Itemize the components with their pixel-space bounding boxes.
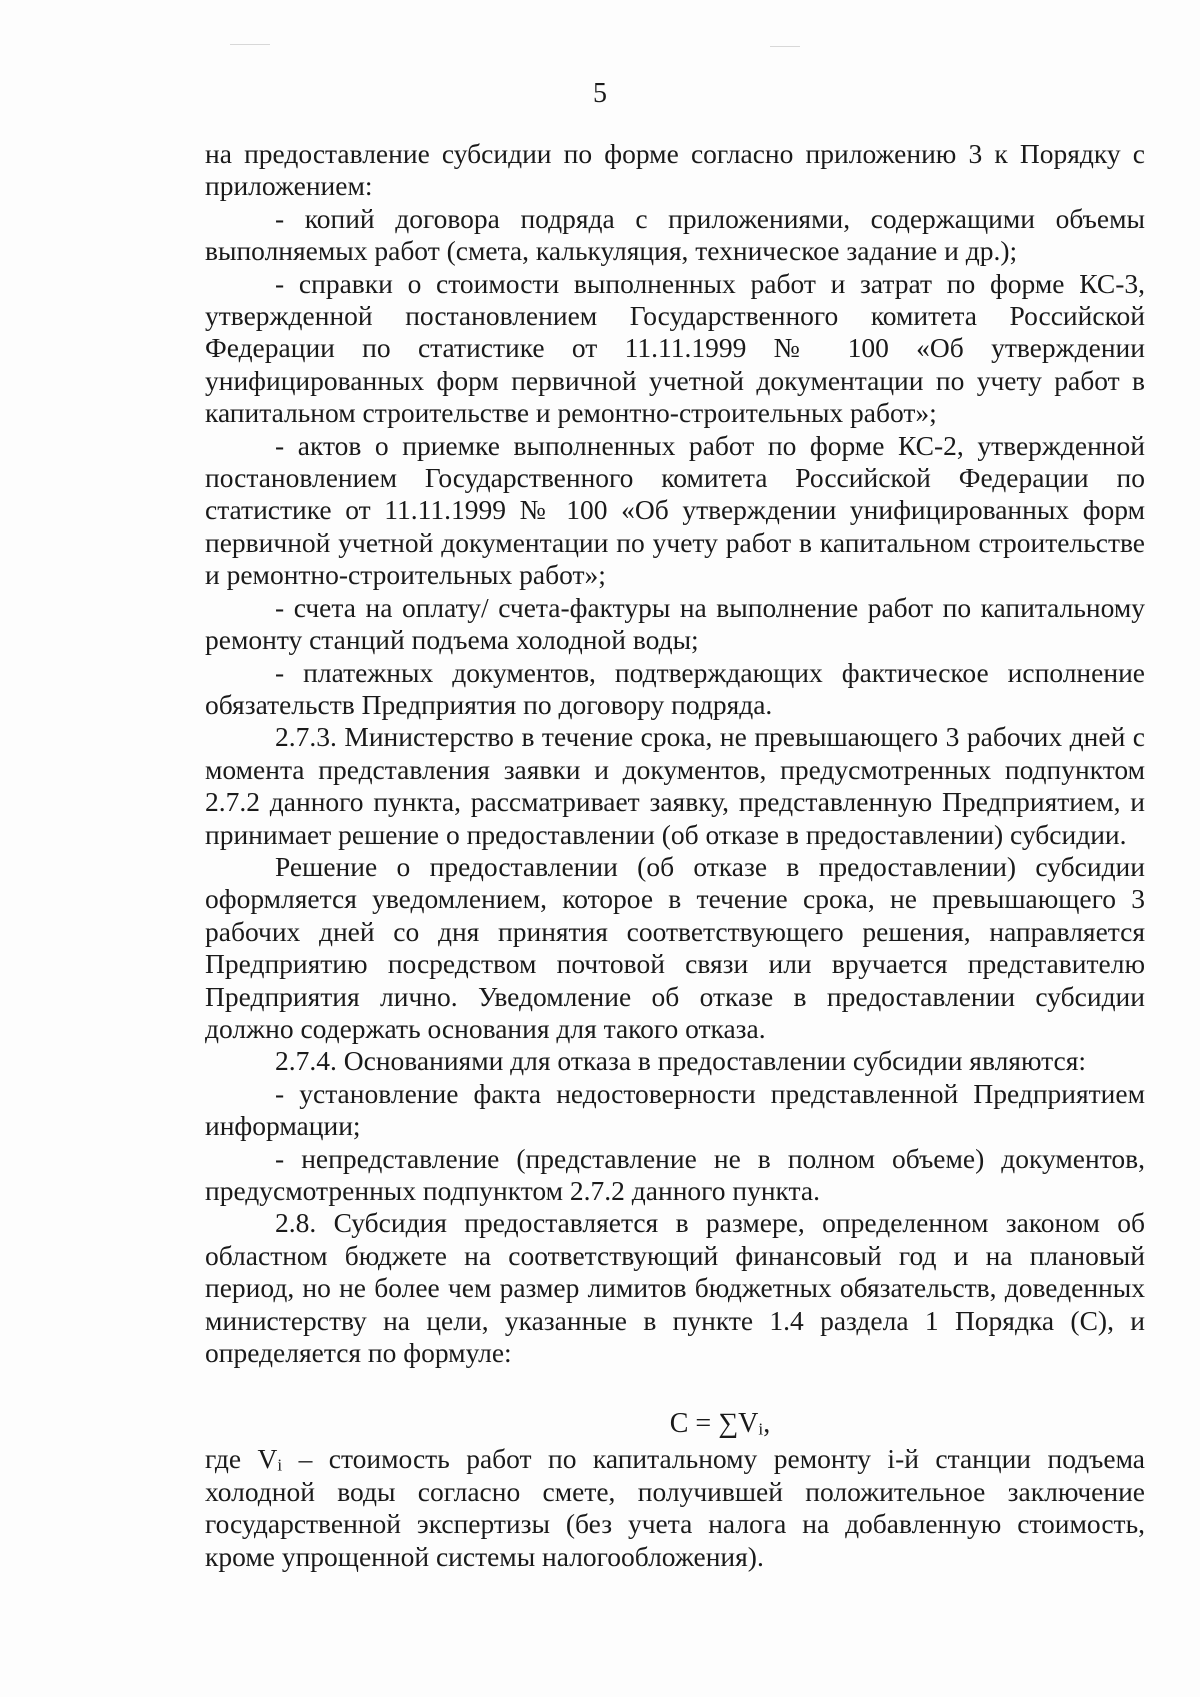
paragraph: - актов о приемке выполненных работ по форме КС-2, утвержденной постановлением Государственного комитета Российской Федерации по статистике от 11.11.1999 № 100 «Об утверждении унифицированных форм первичной учетной документации по учету работ в капитальном строительстве и ремонтно-строительных работ»; [205, 429, 1145, 591]
paragraph: 2.7.4. Основаниями для отказа в предоставлении субсидии являются: [275, 1045, 1086, 1077]
formula-definition [205, 1443, 1145, 1573]
paragraph: - непредставление (представление не в полном объеме) документов, предусмотренных подпунктом 2.7.2 данного пункта. [205, 1142, 1145, 1206]
formula-tail: , [763, 1408, 771, 1440]
paragraph: - платежных документов, подтверждающих фактическое исполнение обязательств Предприятия по договору подряда. [205, 656, 1145, 720]
paragraph: - справки о стоимости выполненных работ и затрат по форме КС-3, утвержденной постановлением Государственного комитета Российской Федерации по статистике от 11.11.1999 № 100 «Об утверждении унифицированных форм первичной учетной документации по учету работ в капитальном строительстве и ремонтно-строительных работ»; [205, 267, 1145, 429]
page-number: 5 [593, 78, 607, 109]
definition-text: – стоимость работ по капитальному ремонту i-й станции подъема холодной воды согласно смете, получившей положительное заключение государственной экспертизы (без учета налога на добавленную стоимость, кроме упрощенной системы налогообложения). [205, 1443, 1145, 1572]
paragraph: - установление факта недостоверности представленной Предприятием информации; [205, 1077, 1145, 1142]
paragraph: Решение о предоставлении (об отказе в предоставлении) субсидии оформляется уведомлением, которое в течение срока, не превышающего 3 рабочих дней со дня принятия соответствующего решения, направляется Предприятию посредством почтовой связи или вручается представителю Предприятия лично. Уведомление об отказе в предоставлении субсидии должно содержать основания для такого отказа. [205, 850, 1145, 1044]
document-body [205, 138, 1145, 1573]
scan-artifact [230, 44, 270, 45]
paragraph: на предоставление субсидии по форме согласно приложению 3 к Порядку с приложением: [205, 138, 1145, 202]
paragraph: - копий договора подряда с приложениями, содержащими объемы выполняемых работ (смета, калькуляция, техническое задание и др.); [205, 202, 1145, 267]
paragraph: 2.7.3. Министерство в течение срока, не превышающего 3 рабочих дней с момента представления заявки и документов, предусмотренных подпунктом 2.7.2 данного пункта, рассматривает заявку, представленную Предприятием, и принимает решение о предоставлении (об отказе в предоставлении) субсидии. [205, 721, 1145, 850]
definition-prefix: где V [205, 1443, 278, 1475]
paragraph: 2.8. Субсидия предоставляется в размере, определенном законом об областном бюджете на соответствующий финансовый год и на плановый период, но не более чем размер лимитов бюджетных обязательств, доведенных министерству на цели, указанные в пункте 1.4 раздела 1 Порядка (С), и определяется по формуле: [205, 1207, 1145, 1369]
scan-artifact [770, 46, 800, 47]
paragraph: - счета на оплату/ счета-фактуры на выполнение работ по капитальному ремонту станций подъема холодной воды; [205, 591, 1145, 656]
definition-subscript: i [277, 1455, 283, 1475]
formula-main: C = ∑V [669, 1408, 759, 1440]
subsidy-formula [205, 1407, 1145, 1441]
formula-subscript: i [758, 1420, 764, 1440]
